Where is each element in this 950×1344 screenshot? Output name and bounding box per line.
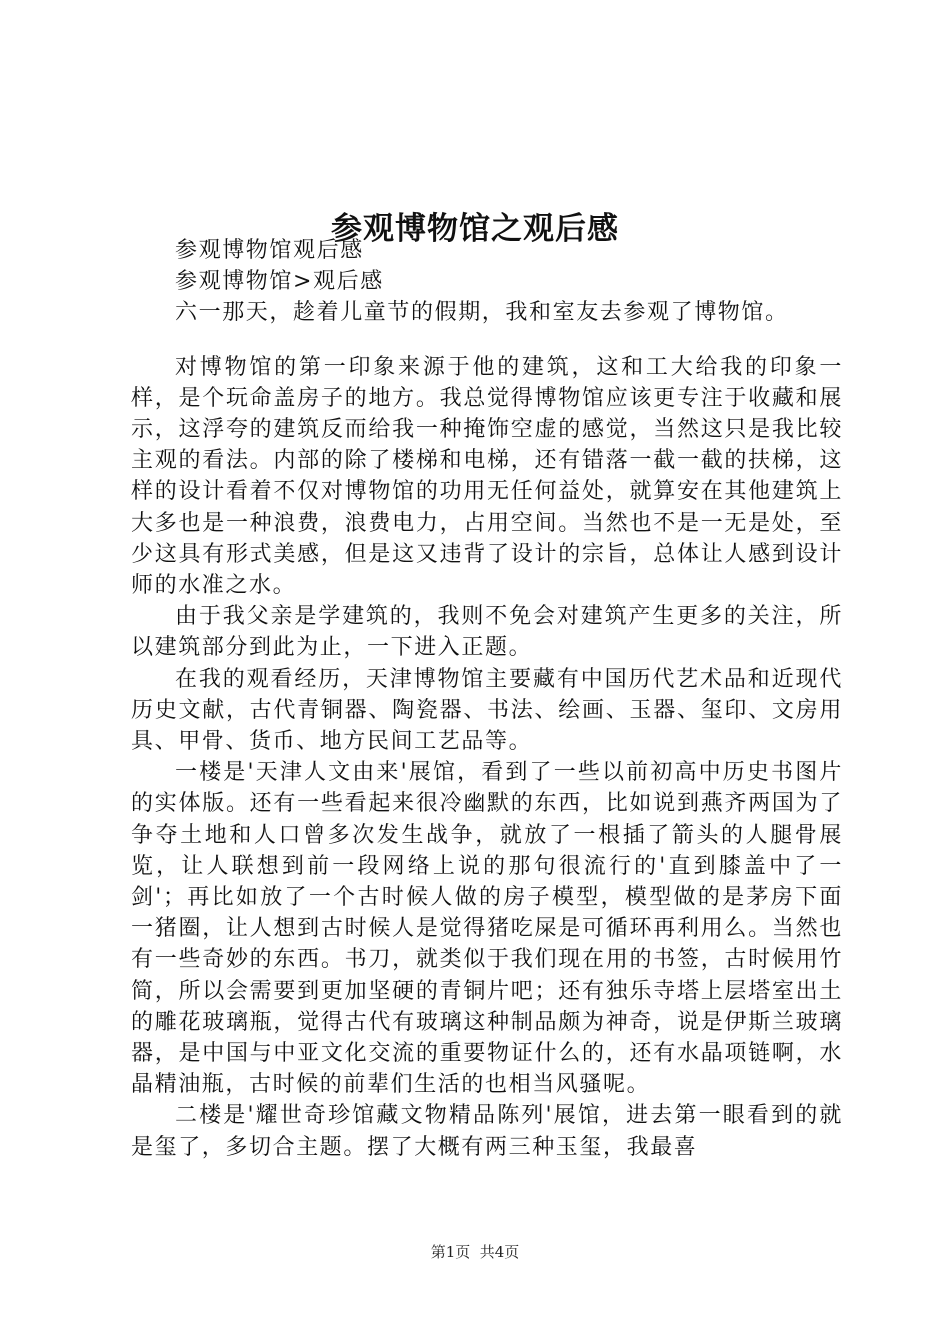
- document-body: [131, 235, 843, 1163]
- paragraph-collection: 在我的观看经历，天津博物馆主要藏有中国历代艺术品和近现代历史文献，古代青铜器、陶瓷器、书法、绘画、玉器、玺印、文房用具、甲骨、货币、地方民间工艺品等。: [131, 666, 843, 755]
- paragraph-subtitle: 参观博物馆观后感: [175, 238, 364, 263]
- paragraph-architecture: 对博物馆的第一印象来源于他的建筑，这和工大给我的印象一样，是个玩命盖房子的地方。我总觉得博物馆应该更专注于收藏和展示，这浮夸的建筑反而给我一种掩饰空虚的感觉，当然这只是我比较主观的看法。内部的除了楼梯和电梯，还有错落一截一截的扶梯，这样的设计看着不仅对博物馆的功用无任何益处，就算安在其他建筑上大多也是一种浪费，浪费电力，占用空间。当然也不是一无是处，至少这具有形式美感，但是这又违背了设计的宗旨，总体让人感到设计师的水准之水。: [131, 354, 843, 599]
- paragraph-father: 由于我父亲是学建筑的，我则不免会对建筑产生更多的关注，所以建筑部分到此为止，一下进入正题。: [131, 604, 843, 661]
- paragraph-category: 参观博物馆>观后感: [175, 269, 384, 295]
- paragraph-first-floor: 一楼是'天津人文由来'展馆，看到了一些以前初高中历史书图片的实体版。还有一些看起来很冷幽默的东西，比如说到燕齐两国为了争夺土地和人口曾多次发生战争，就放了一根插了箭头的人腿骨展览，让人联想到前一段网络上说的那句很流行的'直到膝盖中了一剑'；再比如放了一个古时候人做的房子模型，模型做的是茅房下面一猪圈，让人想到古时候人是觉得猪吃屎是可循环再利用么。当然也有一些奇妙的东西。书刀，就类似于我们现在用的书签，古时候用竹简，所以会需要到更加坚硬的青铜片吧；还有独乐寺塔上层塔室出土的雕花玻璃瓶，觉得古代有玻璃这种制品颇为神奇，说是伊斯兰玻璃器，是中国与中亚文化交流的重要物证什么的，还有水晶项链啊，水晶精油瓶，古时候的前辈们生活的也相当风骚呢。: [131, 760, 843, 1098]
- document-title: 参观博物馆之观后感: [331, 210, 619, 247]
- page-footer: [0, 1241, 950, 1263]
- paragraph-second-floor: 二楼是'耀世奇珍馆藏文物精品陈列'展馆，进去第一眼看到的就是玺了，多切合主题。摆了大概有两三种玉玺，我最喜: [131, 1103, 843, 1160]
- page-number: 第1页 共4页: [430, 1243, 520, 1261]
- paragraph-intro: 六一那天，趁着儿童节的假期，我和室友去参观了博物馆。: [175, 300, 789, 326]
